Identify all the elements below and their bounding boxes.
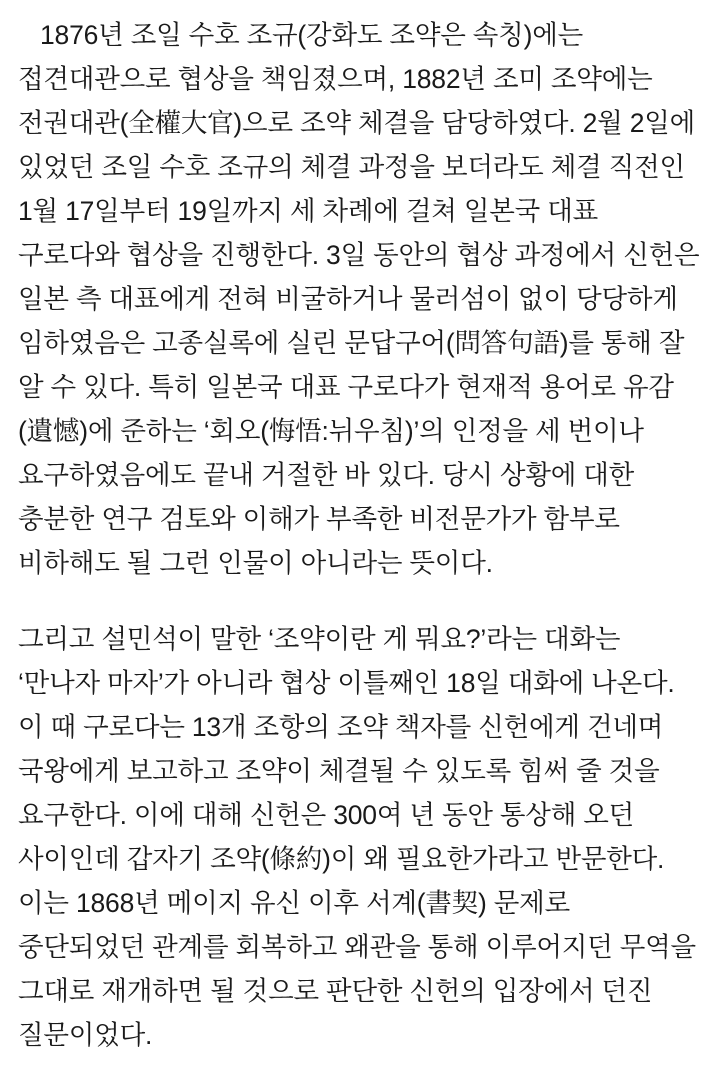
article-body xyxy=(18,14,702,1058)
paragraph-2: 그리고 설민석이 말한 ‘조약이란 게 뭐요?’라는 대화는 ‘만나자 마자’가 아니라 협상 이틀째인 18일 대화에 나온다. 이 때 구로다는 13개 조항의 조약 책자를 신헌에게 건네며 국왕에게 보고하고 조약이 체결될 수 있도록 힘써 줄 것을 요구한다. 이에 대해 신헌은 300여 년 동안 통상해 오던 사이인데 갑자기 조약(條約)이 왜 필요한가라고 반문한다. 이는 1868년 메이지 유신 이후 서계(書契) 문제로 중단되었던 관계를 회복하고 왜관을 통해 이루어지던 무역을 그대로 재개하면 될 것으로 판단한 신헌의 입장에서 던진 질문이었다. xyxy=(18,623,696,1050)
paragraph-1: 1876년 조일 수호 조규(강화도 조약은 속칭)에는 접견대관으로 협상을 책임졌으며, 1882년 조미 조약에는 전권대관(全權大官)으로 조약 체결을 담당하였다. 2월 2일에 있었던 조일 수호 조규의 체결 과정을 보더라도 체결 직전인 1월 17일부터 19일까지 세 차례에 걸쳐 일본국 대표 구로다와 협상을 진행한다. 3일 동안의 협상 과정에서 신헌은 일본 측 대표에게 전혀 비굴하거나 물러섬이 없이 당당하게 임하였음은 고종실록에 실린 문답구어(問答句語)를 통해 잘 알 수 있다. 특히 일본국 대표 구로다가 현재적 용어로 유감(遺憾)에 준하는 ‘회오(悔悟:뉘우침)’의 인정을 세 번이나 요구하였음에도 끝내 거절한 바 있다. 당시 상황에 대한 충분한 연구 검토와 이해가 부족한 비전문가가 함부로 비하해도 될 그런 인물이 아니라는 뜻이다. xyxy=(18,20,700,578)
